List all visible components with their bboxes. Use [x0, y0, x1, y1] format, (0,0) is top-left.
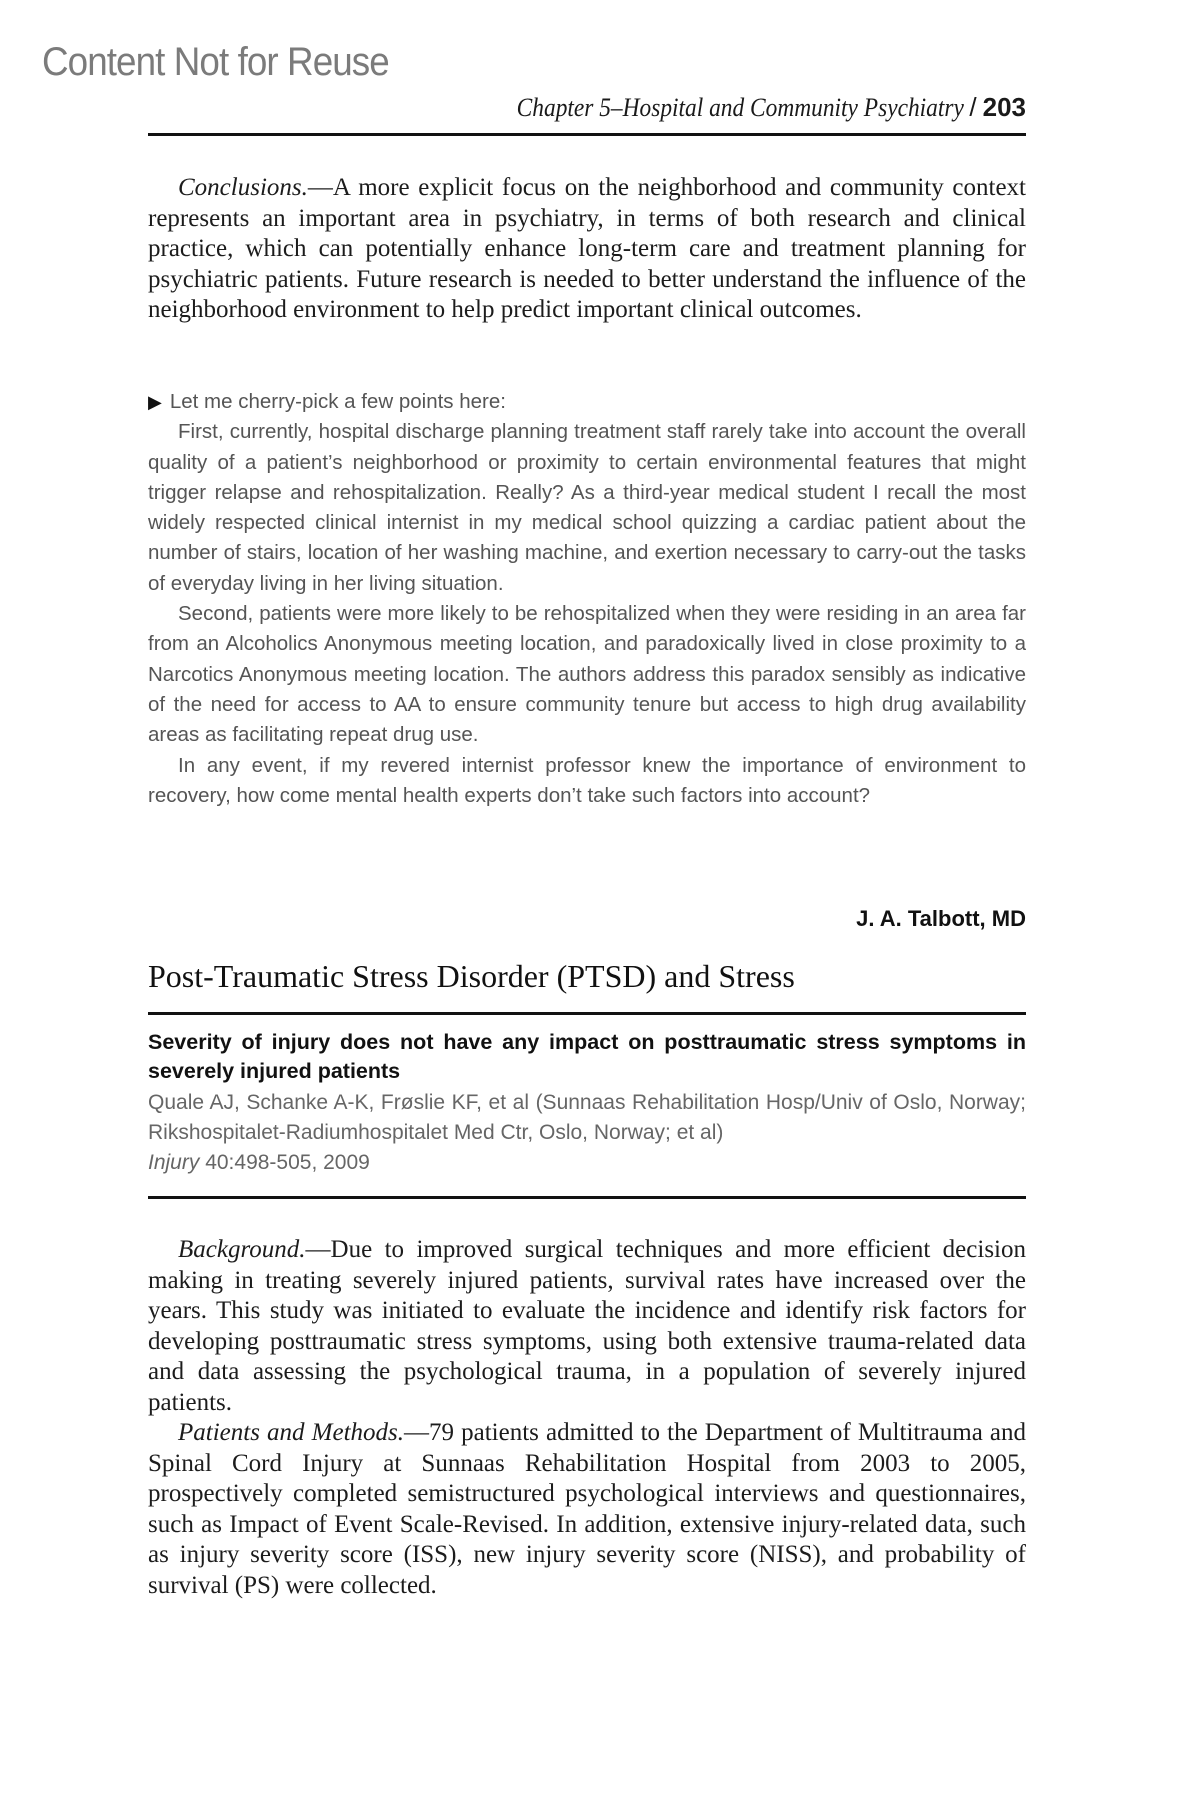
article-title: Severity of injury does not have any impact on posttraumatic stress symptoms in severely injured patients	[148, 1030, 1026, 1083]
commentary-paragraph-2: Second, patients were more likely to be rehospitalized when they were residing in an area far from an Alcoholics Anonymous meeting location, and paradoxically lived in close proximity to a Narcotics Anonymous meeting location. The authors address this paradox sensibly as indicative of the need for access to AA to ensure community tenure but access to high drug availability areas as facilitating repeat drug use.	[148, 602, 1026, 747]
conclusions-lead: Conclusions.	[178, 174, 308, 201]
conclusions-paragraph	[148, 173, 1026, 326]
journal-name: Injury	[148, 1151, 200, 1174]
commentary-paragraph-1: First, currently, hospital discharge planning treatment staff rarely take into account the overall quality of a patient’s neighborhood or proximity to certain environmental features that might trigger relapse and rehospitalization. Really? As a third-year medical student I recall the most widely respected clinical internist in my medical school quizzing a cardiac patient about the number of stairs, location of her washing machine, and exertion necessary to carry-out the tasks of everyday living in her living situation.	[148, 420, 1026, 595]
methods-lead: Patients and Methods.	[178, 1419, 404, 1446]
commentary-intro: Let me cherry-pick a few points here:	[169, 390, 506, 413]
article-citation	[148, 1088, 1026, 1178]
background-paragraph	[148, 1235, 1026, 1418]
commentary-signature: J. A. Talbott, MD	[856, 906, 1026, 931]
commentary-paragraph-3: In any event, if my revered internist professor knew the importance of environment to recovery, how come mental health experts don’t take such factors into account?	[148, 753, 1026, 807]
article-authors: Quale AJ, Schanke A-K, Frøslie KF, et al (Sunnaas Rehabilitation Hosp/Univ of Oslo, Norway; Rikshospitalet-Radiumhospitalet Med Ctr, Oslo, Norway; et al)	[148, 1091, 1026, 1144]
abstract-body	[148, 1235, 1026, 1601]
running-head-separator: /	[969, 92, 977, 122]
watermark: Content Not for Reuse	[42, 40, 389, 84]
methods-text: —79 patients admitted to the Department of Multitrauma and Spinal Cord Injury at Sunnaas Rehabilitation Hospital from 2003 to 2005, prospectively completed semistructured psychological interviews and questionnaires, such as Impact of Event Scale-Revised. In addition, extensive injury-related data, such as injury severity score (ISS), new injury severity score (NISS), and probability of survival (PS) were collected.	[148, 1419, 1026, 1599]
header-rule	[148, 133, 1026, 136]
citation-rule	[148, 1196, 1026, 1199]
section-title: Post-Traumatic Stress Disorder (PTSD) and Stress	[148, 958, 795, 994]
running-head	[467, 92, 1026, 123]
conclusions-text: —A more explicit focus on the neighborhood and community context represents an important area in psychiatry, in terms of both research and clinical practice, which can potentially enhance long-term care and treatment planning for psychiatric patients. Future research is needed to better understand the influence of the neighborhood environment to help predict important clinical outcomes.	[148, 174, 1026, 323]
editor-commentary	[148, 387, 1026, 811]
citation-details: 40:498-505, 2009	[199, 1151, 370, 1174]
play-triangle-icon: ▶	[148, 392, 162, 412]
methods-paragraph	[148, 1418, 1026, 1601]
page-number: 203	[982, 92, 1026, 122]
background-lead: Background.	[178, 1236, 306, 1263]
background-text: —Due to improved surgical techniques and more efficient decision making in treating severely injured patients, survival rates have increased over the years. This study was initiated to evaluate the incidence and identify risk factors for developing posttraumatic stress symptoms, using both extensive trauma-related data and data assessing the psychological trauma, in a population of severely injured patients.	[148, 1236, 1026, 1416]
chapter-title: Chapter 5–Hospital and Community Psychiatry	[516, 93, 964, 122]
section-rule	[148, 1012, 1026, 1015]
